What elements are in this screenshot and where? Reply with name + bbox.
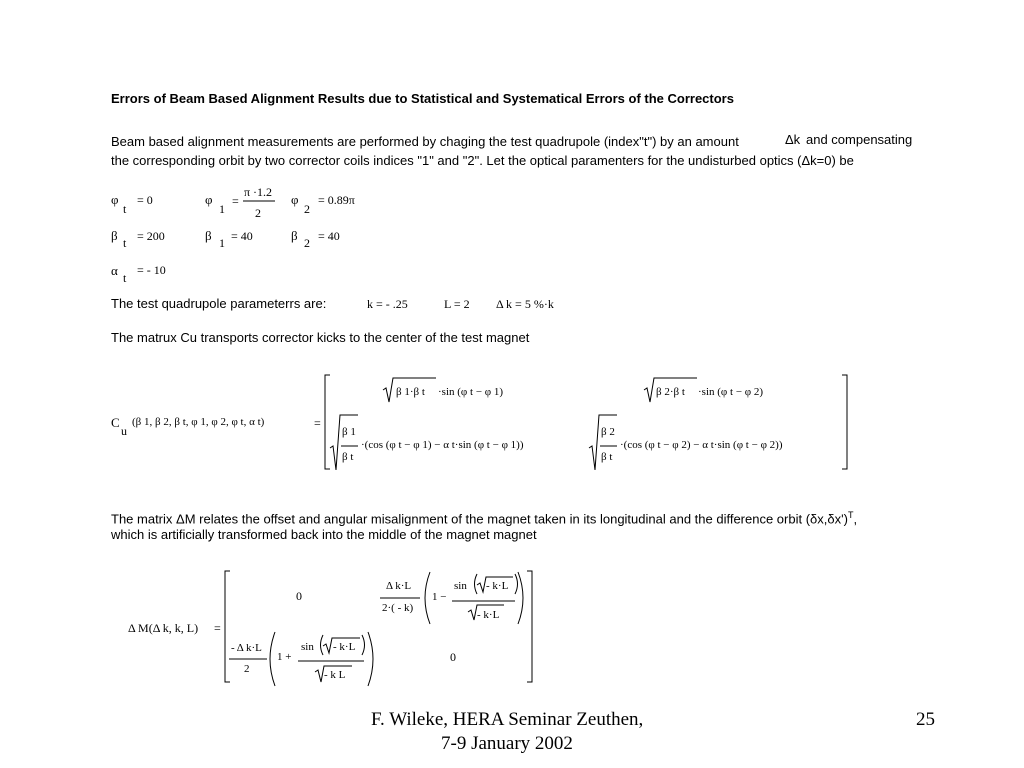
dm-a12-sin-arg: - k·L [486, 580, 509, 592]
dm-a21-den-radical [315, 666, 352, 682]
beta-t-symbol: β [111, 228, 118, 243]
dm-a12-den: 2·( - k) [382, 602, 414, 614]
matrix-cu-description: The matrux Cu transports corrector kicks to the center of the test magnet [111, 330, 530, 345]
cu-r2c1-num: β 1 [342, 426, 356, 438]
dm-a21-sin-right-paren [362, 635, 365, 655]
phi-2-value: = 0.89π [318, 193, 355, 207]
dm-a21-left-paren [270, 632, 275, 686]
beta-2-symbol: β [291, 228, 298, 243]
phi-t-symbol: φ [111, 192, 119, 207]
phi-2-symbol: φ [291, 192, 299, 207]
dm-a21-sin-left-paren [321, 635, 324, 655]
dm-a21-right-paren [368, 632, 373, 686]
cu-r2c1-rest: ·(cos (φ t − φ 1) − α t·sin (φ t − φ 1)) [361, 439, 524, 451]
dm-a12-den-radical [468, 605, 504, 620]
beta-t-subscript: t [123, 236, 127, 250]
cu-r1c2-radical [644, 378, 697, 402]
beta-2-value: = 40 [318, 229, 340, 243]
page-number: 25 [916, 709, 935, 730]
beta-1-subscript: 1 [219, 236, 225, 250]
dm-a21-sin-radical [323, 638, 360, 653]
phi-1-denominator: 2 [255, 206, 261, 220]
cu-r2c2-den: β t [601, 451, 613, 463]
cu-r2c1-radical [330, 415, 358, 470]
phi-1-equals: = [232, 194, 239, 208]
dm-a12-one: 1 − [432, 591, 447, 603]
phi-1-numerator: π ·1.2 [244, 185, 273, 199]
dm-equals: = [214, 621, 221, 635]
delta-k-symbol: Δk [785, 132, 801, 147]
dm-description-text: The matrix ΔM relates the offset and angular misalignment of the magnet taken in its longitudinal and the difference orbit (δx,δx') [111, 511, 848, 527]
phi-2-subscript: 2 [304, 202, 310, 216]
dm-a21-den: 2 [244, 663, 250, 675]
quad-param-dk: Δ k = 5 %·k [496, 297, 554, 311]
cu-left-bracket [325, 375, 330, 469]
dm-a12-num: Δ k·L [386, 580, 412, 592]
dm-a12-sin-right-paren [515, 574, 518, 594]
dm-a11: 0 [296, 589, 302, 603]
dm-right-bracket [527, 571, 532, 682]
dm-a21-den2: - k L [324, 669, 346, 681]
quad-param-k: k = - .25 [367, 297, 408, 311]
cu-r1c1-radical [383, 378, 436, 402]
dm-a12-sin: sin [454, 580, 467, 592]
alpha-t-value: = - 10 [137, 263, 166, 277]
dm-a12-left-paren [425, 572, 430, 624]
beta-1-symbol: β [205, 228, 212, 243]
beta-1-value: = 40 [231, 229, 253, 243]
footer-date: 7-9 January 2002 [441, 733, 573, 754]
transpose-superscript: T [847, 510, 854, 520]
cu-r2c2-rest: ·(cos (φ t − φ 2) − α t·sin (φ t − φ 2)) [620, 439, 783, 451]
cu-r1c2-root: β 2·β t [656, 386, 685, 398]
cu-r1c1-rest: ·sin (φ t − φ 1) [438, 386, 504, 398]
dm-left-bracket [225, 571, 230, 682]
phi-1-symbol: φ [205, 192, 213, 207]
quad-params-label: The test quadrupole parameterrs are: [111, 296, 327, 311]
intro-line-2: the corresponding orbit by two corrector coils indices "1" and "2". Let the optical paramenters for the undisturbed optics (Δk=0) be [111, 153, 854, 168]
intro-text: Beam based alignment measurements are performed by chaging the test quadrupole (index"t") by an amount [111, 134, 739, 149]
cu-equals: = [314, 416, 321, 430]
dm-a12-sin-radical [477, 577, 513, 592]
phi-1-subscript: 1 [219, 202, 225, 216]
alpha-t-subscript: t [123, 271, 127, 285]
alpha-t-symbol: α [111, 263, 118, 278]
dm-a21-num: - Δ k·L [231, 642, 262, 654]
phi-t-subscript: t [123, 202, 127, 216]
cu-r2c1-den: β t [342, 451, 354, 463]
beta-2-subscript: 2 [304, 236, 310, 250]
dm-description-comma: , [853, 511, 858, 527]
matrix-dm-description-line-2: which is artificially transformed back into the middle of the magnet magnet [111, 527, 537, 542]
cu-lhs-args: (β 1, β 2, β t, φ 1, φ 2, φ t, α t) [132, 416, 265, 428]
page-title: Errors of Beam Based Alignment Results due to Statistical and Systematical Errors of the Correctors [111, 91, 734, 106]
footer-author: F. Wileke, HERA Seminar Zeuthen, [371, 709, 644, 730]
cu-right-bracket [842, 375, 847, 469]
quad-param-L: L = 2 [444, 297, 470, 311]
cu-lhs-subscript: u [121, 424, 127, 438]
cu-r1c2-rest: ·sin (φ t − φ 2) [698, 386, 764, 398]
cu-lhs-C: C [111, 415, 120, 430]
dm-a21-one: 1 + [277, 651, 292, 663]
beta-t-value: = 200 [137, 229, 165, 243]
dm-a12-right-paren [518, 572, 523, 624]
cu-r1c1-root: β 1·β t [396, 386, 425, 398]
dm-a22: 0 [450, 650, 456, 664]
phi-t-value: = 0 [137, 193, 153, 207]
dm-a21-sin: sin [301, 641, 314, 653]
dm-a12-den2: - k·L [477, 609, 500, 621]
dm-a21-sin-arg: - k·L [333, 641, 356, 653]
dm-lhs: Δ M(Δ k, k, L) [128, 621, 199, 635]
intro-text-end: and compensating [806, 132, 913, 147]
dm-a12-sin-left-paren [475, 574, 478, 594]
cu-r2c2-radical [589, 415, 617, 470]
cu-r2c2-num: β 2 [601, 426, 615, 438]
